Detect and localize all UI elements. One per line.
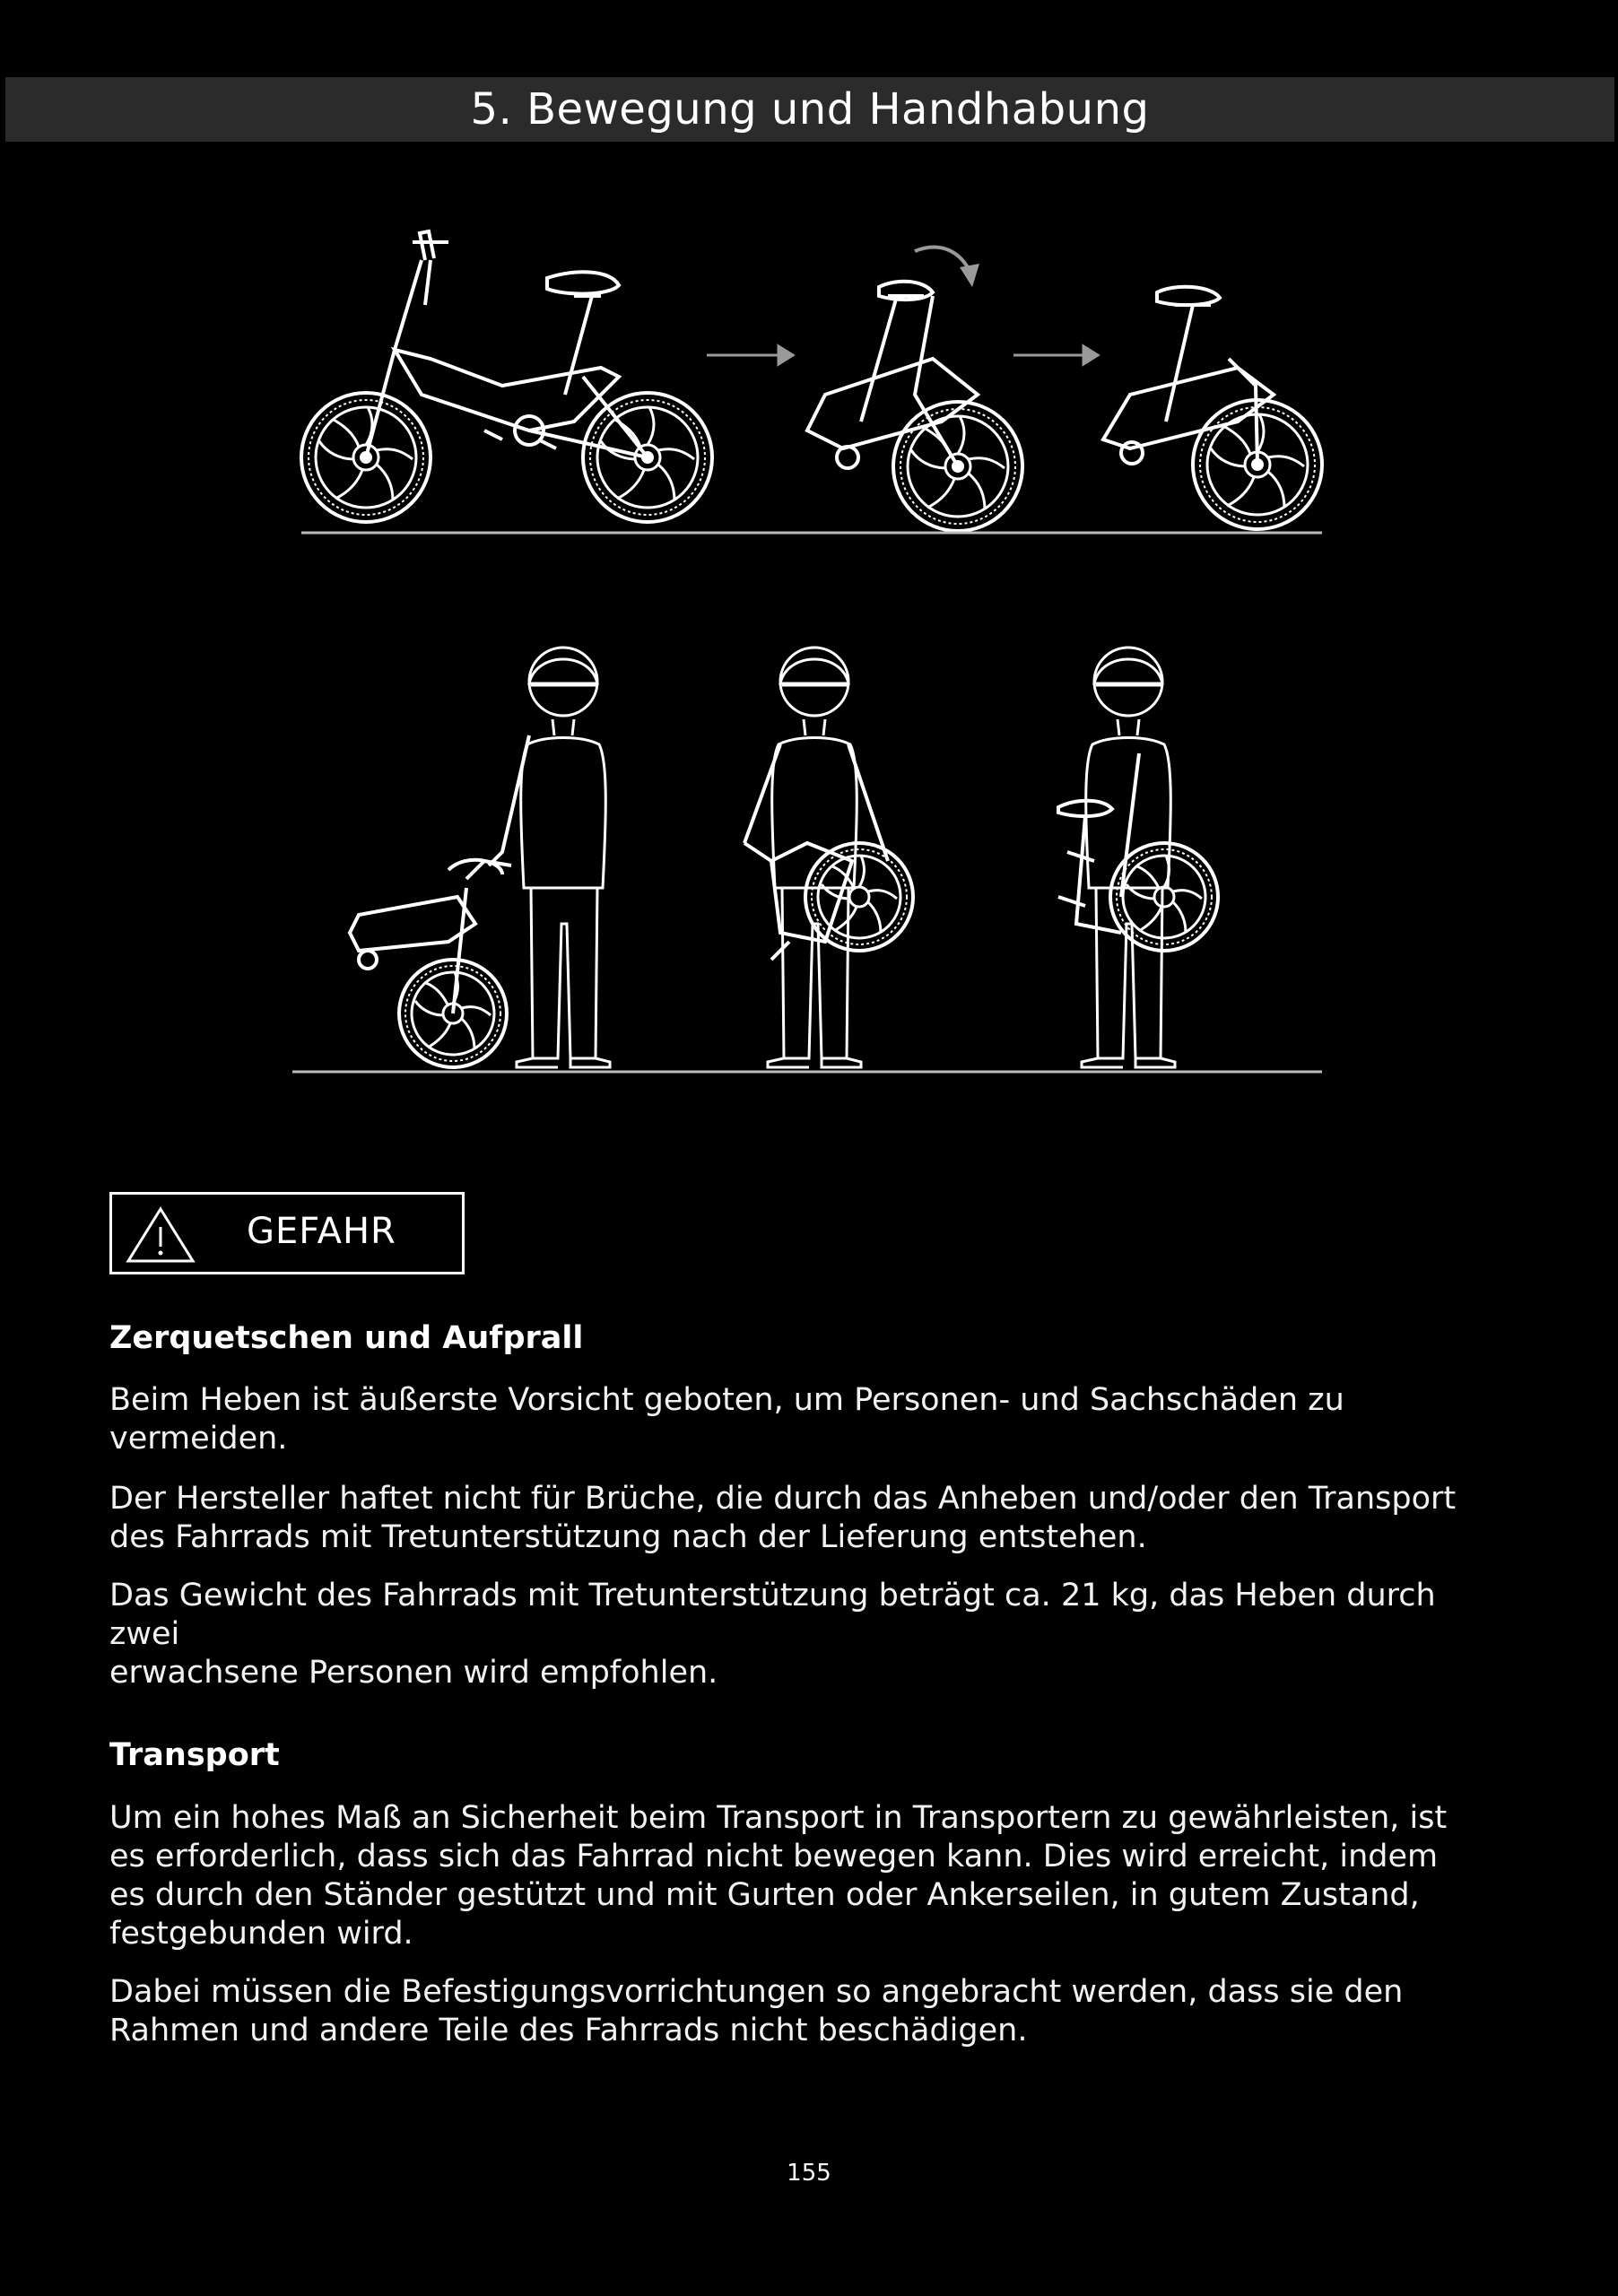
paragraph-line: es erforderlich, dass sich das Fahrrad nicht bewegen kann. Dies wird erreicht, indem bbox=[109, 1839, 1439, 1874]
person-carrying-bike-side-icon bbox=[1058, 648, 1218, 1067]
person-pushing-bike-icon bbox=[350, 648, 610, 1067]
paragraph-line: vermeiden. bbox=[109, 1421, 288, 1457]
illustrations bbox=[0, 0, 1618, 1130]
paragraph bbox=[109, 1480, 1509, 1557]
section-heading: Transport bbox=[109, 1737, 280, 1773]
danger-label: GEFAHR bbox=[247, 1211, 396, 1252]
paragraph-line: erwachsene Personen wird empfohlen. bbox=[109, 1655, 718, 1691]
page-number: 155 bbox=[787, 2160, 831, 2187]
arrow-right-icon bbox=[1013, 346, 1098, 364]
paragraph-line: Das Gewicht des Fahrrads mit Tretunterstützung beträgt ca. 21 kg, das Heben durch zwei bbox=[109, 1578, 1436, 1652]
paragraph-line: des Fahrrads mit Tretunterstützung nach der Lieferung entstehen. bbox=[109, 1519, 1147, 1555]
section-heading: Zerquetschen und Aufprall bbox=[109, 1320, 584, 1356]
paragraph-line: Beim Heben ist äußerste Vorsicht geboten, um Personen- und Sachschäden zu bbox=[109, 1382, 1344, 1418]
rotate-arrow-icon bbox=[915, 248, 979, 287]
bicycle-half-folded-icon bbox=[807, 282, 1022, 531]
paragraph bbox=[109, 1799, 1509, 1953]
bicycle-unfolded-icon bbox=[301, 231, 712, 522]
warning-triangle-icon bbox=[125, 1205, 196, 1265]
danger-box bbox=[109, 1192, 465, 1274]
paragraph bbox=[109, 1381, 1509, 1458]
section-crush bbox=[109, 1320, 1509, 1356]
paragraph-line: Der Hersteller haftet nicht für Brüche, die durch das Anheben und/oder den Transport bbox=[109, 1481, 1457, 1517]
bicycle-folded-icon bbox=[1103, 287, 1322, 529]
paragraph-line: Dabei müssen die Befestigungsvorrichtungen so angebracht werden, dass sie den bbox=[109, 1974, 1404, 2010]
paragraph-line: festgebunden wird. bbox=[109, 1916, 413, 1952]
arrow-right-icon bbox=[707, 346, 793, 364]
paragraph bbox=[109, 1577, 1509, 1692]
paragraph-line: Um ein hohes Maß an Sicherheit beim Transport in Transportern zu gewährleisten, ist bbox=[109, 1800, 1448, 1836]
section-transport bbox=[109, 1737, 1509, 1773]
paragraph bbox=[109, 1973, 1509, 2050]
paragraph-line: es durch den Ständer gestützt und mit Gurten oder Ankerseilen, in gutem Zustand, bbox=[109, 1877, 1420, 1913]
page-title: 5. Bewegung und Handhabung bbox=[470, 84, 1150, 135]
paragraph-line: Rahmen und andere Teile des Fahrrads nicht beschädigen. bbox=[109, 2013, 1028, 2048]
person-carrying-bike-front-icon bbox=[744, 648, 913, 1067]
